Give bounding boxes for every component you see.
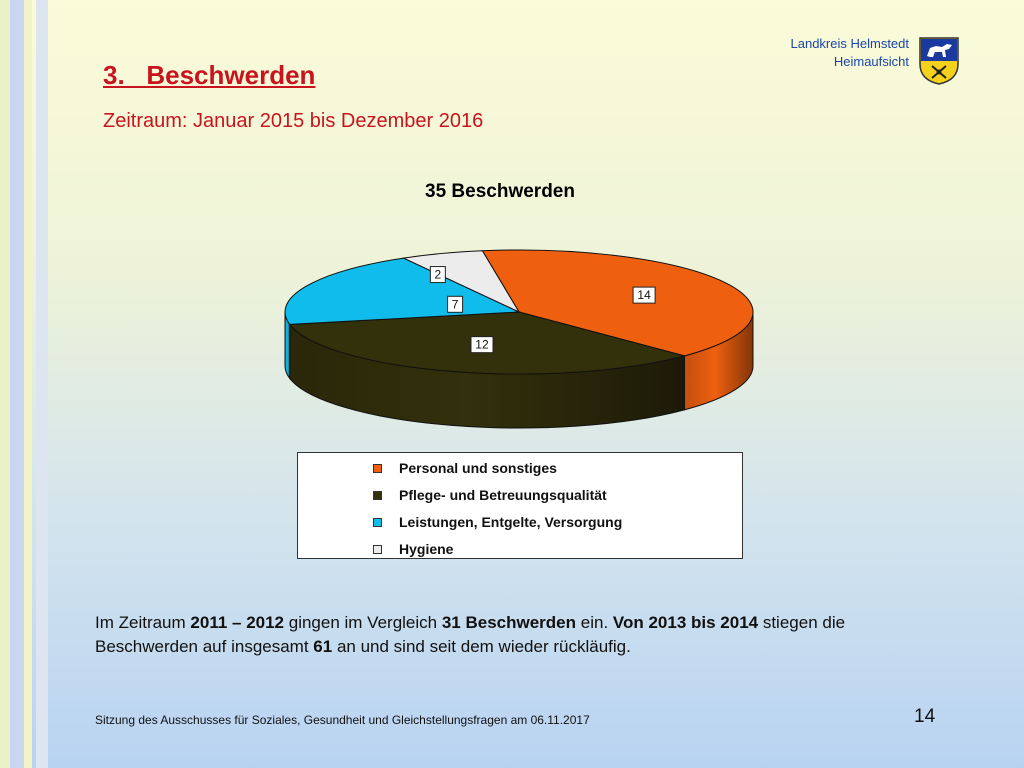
chart-legend [297, 452, 743, 559]
decorative-side-stripes [0, 0, 52, 768]
legend-label: Pflege- und Betreuungsqualität [399, 487, 607, 503]
legend-item [373, 487, 607, 503]
organization-label [791, 35, 910, 71]
legend-label: Personal und sonstiges [399, 460, 557, 476]
legend-swatch [373, 545, 382, 554]
data-label: 14 [637, 288, 651, 303]
data-label: 12 [475, 337, 489, 352]
summary-line-1: Im Zeitraum 2011 – 2012 gingen im Vergleich 31 Beschwerden ein. Von 2013 bis 2014 stiegen die [95, 613, 846, 632]
legend-swatch [373, 491, 382, 500]
data-label: 2 [434, 267, 442, 282]
page-title: 3. Beschwerden [103, 60, 316, 90]
coat-of-arms-icon [918, 36, 960, 86]
page-subtitle: Zeitraum: Januar 2015 bis Dezember 2016 [103, 110, 484, 132]
legend-swatch [373, 464, 382, 473]
page-number: 14 [914, 706, 936, 727]
chart-title: 35 Beschwerden [425, 181, 575, 202]
legend-item [373, 514, 622, 530]
footer-text: Sitzung des Ausschusses für Soziales, Gesundheit und Gleichstellungsfragen am 06.11.2017 [95, 713, 590, 727]
org-name: Landkreis Helmstedt [790, 36, 909, 51]
legend-label: Hygiene [399, 541, 454, 557]
org-department: Heimaufsicht [833, 54, 909, 69]
legend-item [373, 541, 453, 557]
legend-label: Leistungen, Entgelte, Versorgung [399, 514, 623, 530]
summary-paragraph [95, 611, 995, 659]
data-label: 7 [451, 297, 459, 312]
legend-swatch [373, 518, 382, 527]
pie-chart [270, 240, 770, 440]
legend-item [373, 460, 557, 476]
summary-line-2: Beschwerden auf insgesamt 61 an und sind seit dem wieder rückläufig. [95, 637, 631, 656]
